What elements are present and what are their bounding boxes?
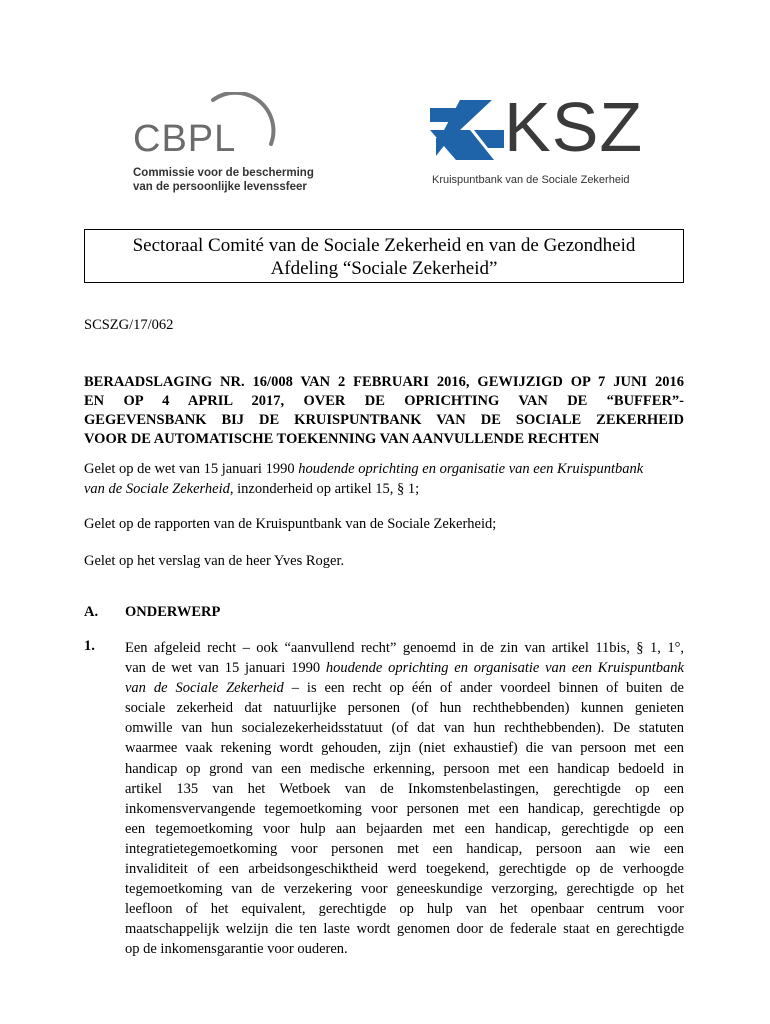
item-1-line: integratietegemoetkoming voor personen met een handicap, persoon aan wie een: [125, 840, 684, 857]
item-1-line: invaliditeit of een arbeidsongeschiktheid werd toegekend, gerechtigde op de verhoogde: [125, 861, 684, 878]
heading-line-1: BERAADSLAGING NR. 16/008 VAN 2 FEBRUARI 2016, GEWIJZIGD OP 7 JUNI 2016: [84, 374, 684, 390]
item-1-line: tegemoetkoming van de verzekering voor geneeskundige verzorging, gerechtigde op het: [125, 881, 684, 898]
p1-italic-1: houdende oprichting en organisatie van een Kruispuntbank: [298, 461, 644, 477]
item-1-line: maatschappelijk welzijn die ten laste wordt genomen door de federale staat en gerechtigde: [125, 921, 684, 938]
committee-title-line-2: Afdeling “Sociale Zekerheid”: [270, 258, 498, 279]
deliberation-heading: [84, 373, 684, 449]
item-1-line: handicap op grond van een medische erkenning, persoon met een handicap bedoeld in: [125, 760, 684, 777]
paragraph-report-roger: Gelet op het verslag van de heer Yves Roger.: [84, 553, 345, 569]
item-1-line-2-italic: houdende oprichting en organisatie van een Kruispuntbank: [325, 660, 684, 677]
item-1-line-2-text: van de wet van 15 januari 1990: [125, 660, 326, 677]
item-1-line: inkomensvervangende tegemoetkoming voor personen met een handicap, gerechtigde op: [125, 800, 684, 817]
item-1-number: 1.: [84, 638, 95, 654]
paragraph-law-reference: [84, 460, 684, 499]
p1-italic-2: van de Sociale Zekerheid: [84, 480, 230, 497]
committee-title-box: [84, 229, 684, 283]
committee-title-line-1: Sectoraal Comité van de Sociale Zekerheid en van de Gezondheid: [132, 235, 636, 256]
item-1-line: sociale zekerheid dat natuurlijke personen (of hun rechthebbenden) kunnen genieten: [125, 700, 684, 717]
p1-text-b: , inzonderheid op artikel 15, § 1;: [229, 480, 420, 497]
heading-line-4: VOOR DE AUTOMATISCHE TOEKENNING VAN AANVULLENDE RECHTEN: [84, 431, 600, 447]
item-1-line: [125, 678, 684, 698]
item-1-line: een tegemoetkoming voor hulp aan bejaarden met een handicap, gerechtigde op een: [125, 820, 684, 837]
item-1-line: artikel 135 van het Wetboek van de Inkomstenbelastingen, gerechtigde op een: [125, 780, 684, 797]
ksz-wordmark: KSZ: [504, 88, 644, 166]
section-a-number: A.: [84, 604, 99, 620]
item-1-line: leefloon of het equivalent, gerechtigde op hulp van het openbaar centrum voor: [125, 901, 684, 918]
item-1-line-3-italic: van de Sociale Zekerheid: [125, 680, 284, 697]
section-a-title: ONDERWERP: [125, 604, 221, 620]
item-1-line: op de inkomensgarantie voor ouderen.: [125, 941, 348, 958]
heading-line-3: GEGEVENSBANK BIJ DE KRUISPUNTBANK VAN DE SOCIALE ZEKERHEID: [84, 412, 684, 428]
heading-line-2: EN OP 4 APRIL 2017, OVER DE OPRICHTING VAN DE “BUFFER”-: [84, 393, 684, 409]
item-1-body: [125, 638, 684, 960]
cbpl-logo: [133, 92, 313, 202]
document-reference: SCSZG/17/062: [84, 317, 174, 333]
ksz-cross-icon: [430, 100, 504, 164]
cbpl-subtitle-line-2: van de persoonlijke levenssfeer: [133, 181, 307, 193]
item-1-line-3-text: – is een recht op één of ander voordeel binnen of buiten de: [283, 680, 684, 697]
ksz-tagline: Kruispuntbank van de Sociale Zekerheid: [432, 174, 630, 186]
p1-text-a: Gelet op de wet van 15 januari 1990: [84, 461, 299, 477]
item-1-line: omwille van hun socialezekerheidsstatuut (of dat van hun rechthebbenden). De statuten: [125, 720, 684, 737]
item-1-line: Een afgeleid recht – ook “aanvullend recht” genoemd in de zin van artikel 11bis, § 1, 1°,: [125, 640, 684, 656]
item-1-line: waarmee vaak rekening wordt gehouden, zijn (niet exhaustief) die van persoon met een: [125, 740, 684, 757]
cbpl-subtitle-line-1: Commissie voor de bescherming: [133, 167, 314, 179]
cbpl-wordmark: CBPL: [133, 118, 237, 160]
ksz-logo: [430, 88, 644, 190]
item-1-line: [125, 658, 684, 678]
paragraph-reports: Gelet op de rapporten van de Kruispuntbank van de Sociale Zekerheid;: [84, 516, 497, 532]
